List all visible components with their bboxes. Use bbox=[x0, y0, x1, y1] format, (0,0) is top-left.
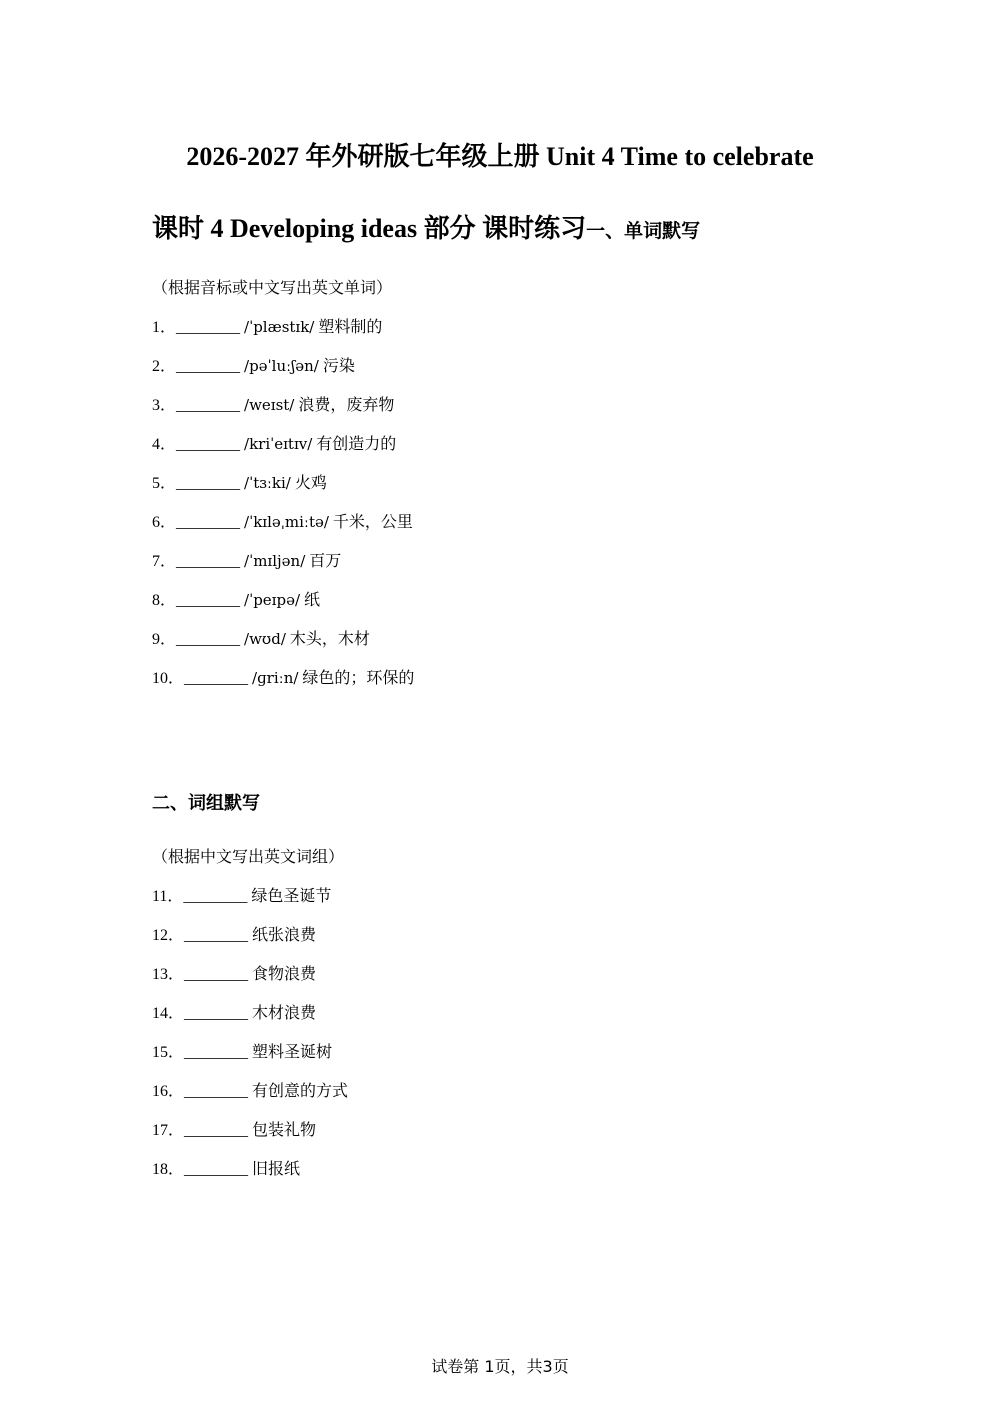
answer-blank[interactable]: ________ bbox=[184, 1161, 249, 1178]
document-title: 2026-2027 年外研版七年级上册 Unit 4 Time to celebrate bbox=[186, 142, 814, 171]
phonetic-transcription: /ˈmɪljən/ bbox=[244, 552, 306, 570]
chinese-meaning: 绿色圣诞节 bbox=[251, 886, 332, 905]
question-item bbox=[152, 511, 414, 550]
phonetic-transcription: /wʊd/ bbox=[244, 630, 286, 648]
question-number: 10． bbox=[152, 670, 185, 687]
question-item bbox=[152, 1002, 348, 1041]
answer-blank[interactable]: ________ bbox=[184, 927, 249, 944]
question-number: 16． bbox=[152, 1083, 185, 1100]
section1-heading: 一、单词默写 bbox=[586, 220, 701, 242]
chinese-meaning: 塑料圣诞树 bbox=[252, 1042, 333, 1061]
question-number: 8． bbox=[152, 592, 177, 609]
question-item bbox=[152, 316, 414, 355]
phrase-dictation-list bbox=[152, 885, 348, 1197]
answer-blank[interactable]: ________ bbox=[176, 475, 241, 492]
question-number: 13． bbox=[152, 966, 185, 983]
chinese-meaning: 纸张浪费 bbox=[252, 925, 317, 944]
question-number: 7． bbox=[152, 553, 177, 570]
question-item bbox=[152, 963, 348, 1002]
question-number: 3． bbox=[152, 397, 177, 414]
answer-blank[interactable]: ________ bbox=[176, 436, 241, 453]
chinese-meaning: 纸 bbox=[304, 590, 321, 609]
question-number: 17． bbox=[152, 1122, 185, 1139]
chinese-meaning: 包装礼物 bbox=[252, 1120, 317, 1139]
chinese-meaning: 木头，木材 bbox=[289, 629, 370, 648]
phonetic-transcription: /ˈtɜːki/ bbox=[244, 474, 291, 492]
chinese-meaning: 有创意的方式 bbox=[252, 1081, 349, 1100]
question-number: 14． bbox=[152, 1005, 185, 1022]
page-footer: 试卷第 1页，共3页 bbox=[431, 1357, 569, 1376]
answer-blank[interactable]: ________ bbox=[176, 358, 241, 375]
answer-blank[interactable]: ________ bbox=[176, 553, 241, 570]
answer-blank[interactable]: ________ bbox=[184, 1122, 249, 1139]
phonetic-transcription: /ˈplæstɪk/ bbox=[244, 318, 315, 336]
question-number: 2． bbox=[152, 358, 177, 375]
section2-heading: 二、词组默写 bbox=[152, 793, 260, 814]
question-item bbox=[152, 394, 414, 433]
chinese-meaning: 塑料制的 bbox=[318, 317, 383, 336]
question-number: 1． bbox=[152, 319, 177, 336]
answer-blank[interactable]: ________ bbox=[183, 888, 248, 905]
answer-blank[interactable]: ________ bbox=[176, 514, 241, 531]
subtitle-text: 课时 4 Developing ideas 部分 课时练习 bbox=[152, 214, 587, 243]
word-dictation-list bbox=[152, 316, 414, 706]
chinese-meaning: 食物浪费 bbox=[252, 964, 317, 983]
question-item bbox=[152, 355, 414, 394]
section1-instruction: （根据音标或中文写出英文单词） bbox=[152, 278, 393, 297]
question-number: 11． bbox=[152, 888, 184, 905]
question-number: 4． bbox=[152, 436, 177, 453]
phonetic-transcription: /weɪst/ bbox=[244, 396, 295, 414]
answer-blank[interactable]: ________ bbox=[184, 1044, 249, 1061]
chinese-meaning: 污染 bbox=[322, 356, 355, 375]
question-number: 18． bbox=[152, 1161, 185, 1178]
answer-blank[interactable]: ________ bbox=[184, 1083, 249, 1100]
question-number: 6． bbox=[152, 514, 177, 531]
chinese-meaning: 千米，公里 bbox=[332, 512, 413, 531]
answer-blank[interactable]: ________ bbox=[176, 631, 241, 648]
question-item bbox=[152, 550, 414, 589]
answer-blank[interactable]: ________ bbox=[176, 319, 241, 336]
phonetic-transcription: /kriˈeɪtɪv/ bbox=[244, 435, 313, 453]
document-subtitle bbox=[152, 213, 700, 247]
question-number: 12． bbox=[152, 927, 185, 944]
answer-blank[interactable]: ________ bbox=[176, 397, 241, 414]
phonetic-transcription: /pəˈluːʃən/ bbox=[244, 357, 319, 375]
question-item bbox=[152, 1041, 348, 1080]
question-number: 9． bbox=[152, 631, 177, 648]
chinese-meaning: 旧报纸 bbox=[252, 1159, 301, 1178]
answer-blank[interactable]: ________ bbox=[176, 592, 241, 609]
section2-instruction: （根据中文写出英文词组） bbox=[152, 847, 345, 866]
answer-blank[interactable]: ________ bbox=[184, 670, 249, 687]
question-item bbox=[152, 589, 414, 628]
phonetic-transcription: /ˈpeɪpə/ bbox=[244, 591, 301, 609]
chinese-meaning: 浪费，废弃物 bbox=[298, 395, 395, 414]
chinese-meaning: 有创造力的 bbox=[316, 434, 397, 453]
question-item bbox=[152, 433, 414, 472]
chinese-meaning: 火鸡 bbox=[294, 473, 327, 492]
answer-blank[interactable]: ________ bbox=[184, 1005, 249, 1022]
question-item bbox=[152, 1080, 348, 1119]
question-number: 15． bbox=[152, 1044, 185, 1061]
question-item bbox=[152, 1119, 348, 1158]
answer-blank[interactable]: ________ bbox=[184, 966, 249, 983]
phonetic-transcription: /ˈkɪləˌmiːtə/ bbox=[244, 513, 329, 531]
question-item bbox=[152, 885, 348, 924]
question-number: 5． bbox=[152, 475, 177, 492]
chinese-meaning: 木材浪费 bbox=[252, 1003, 317, 1022]
question-item bbox=[152, 667, 414, 706]
phonetic-transcription: /ɡriːn/ bbox=[252, 669, 299, 687]
question-item bbox=[152, 924, 348, 963]
question-item bbox=[152, 472, 414, 511]
chinese-meaning: 百万 bbox=[309, 551, 342, 570]
question-item bbox=[152, 1158, 348, 1197]
chinese-meaning: 绿色的；环保的 bbox=[302, 668, 415, 687]
question-item bbox=[152, 628, 414, 667]
